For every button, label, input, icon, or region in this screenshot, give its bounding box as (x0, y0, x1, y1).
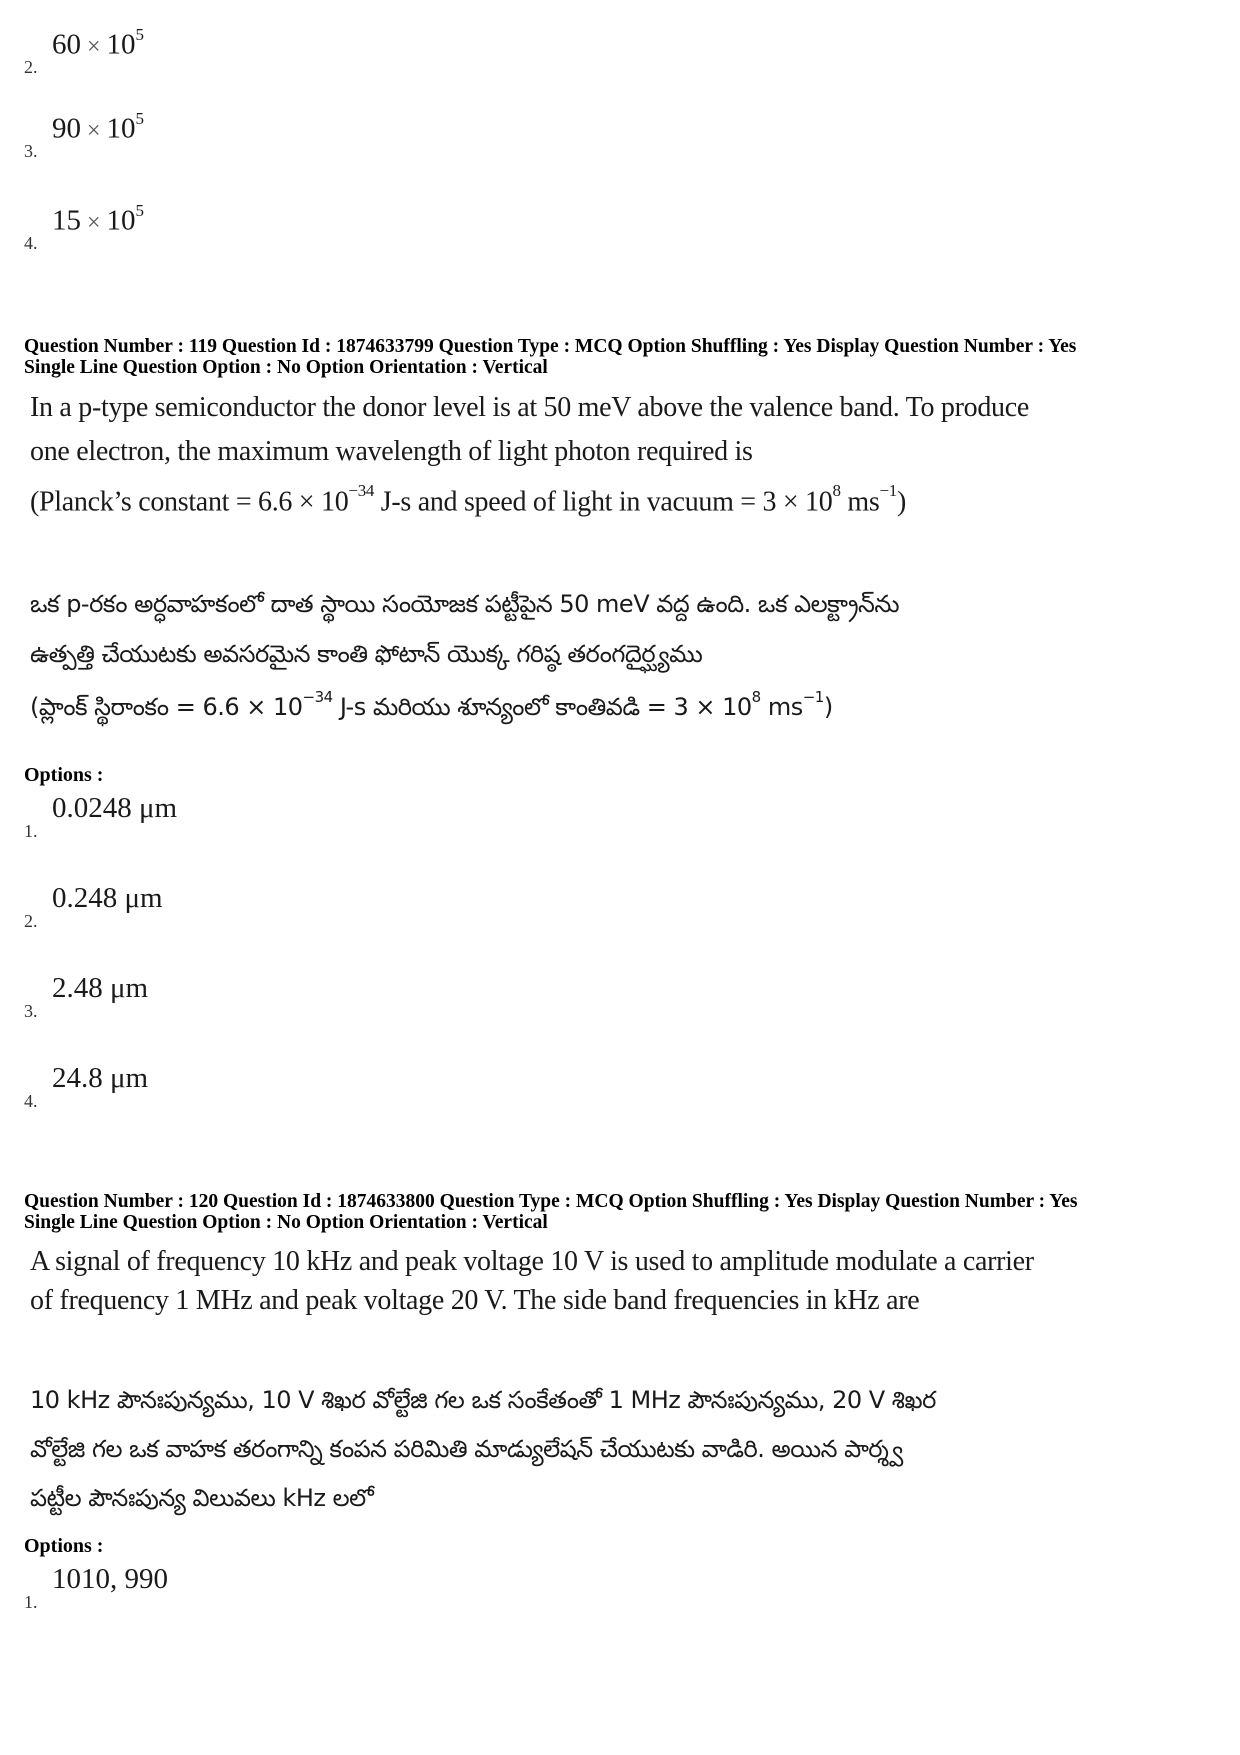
q120-telugu-line-1: 10 kHz పౌనఃపున్యము, 10 V శిఖర వోల్టేజి గల ఒక సంకేతంతో 1 MHz పౌనఃపున్యము, 20 V శిఖర (30, 1386, 936, 1414)
q119-english-line-2: one electron, the maximum wavelength of light photon required is (30, 436, 753, 467)
option-number: 2. (24, 911, 38, 931)
q119-meta-line-1: Question Number : 119 Question Id : 1874633799 Question Type : MCQ Option Shuffling : Yes Display Question Number : Yes (24, 336, 1077, 357)
q120-telugu-line-3: పట్టీల పౌనఃపున్య విలువలు kHz లలో (30, 1484, 374, 1512)
q120-english-line-2: of frequency 1 MHz and peak voltage 20 V. The side band frequencies in kHz are (30, 1285, 920, 1316)
q119-telugu-line-2: ఉత్పత్తి చేయుటకు అవసరమైన కాంతి ఫోటాన్ యొక్క గరిష్ఠ తరంగదైర్ఘ్యము (30, 640, 703, 668)
option-number: 4. (24, 233, 38, 253)
q120-meta-line-2: Single Line Question Option : No Option Orientation : Vertical (24, 1212, 548, 1233)
q119-options-label: Options : (24, 764, 104, 786)
q119-english-line-1: In a p-type semiconductor the donor level is at 50 meV above the valence band. To produce (30, 392, 1029, 423)
q119-english-line-3: (Planck’s constant = $6.6 \times 10^{-34}$ J-s and speed of light in vacuum = $3 \times 10^8$ $ms^{-1}$) (30, 481, 906, 518)
option-value: 0.0248 μm (52, 792, 178, 824)
option-value: $60 \times 10^5$ (52, 25, 145, 61)
q119-telugu-line-3: (ప్లాంక్ స్థిరాంకం = $6.6 \times 10^{-34}$ J-s మరియు శూన్యంలో కాంతివడి = $3 \times 10^8$ $ms^{-1}$) (30, 688, 833, 721)
option-number: 3. (24, 1001, 38, 1021)
option-value: 1010, 990 (52, 1563, 168, 1595)
q120-telugu-line-2: వోల్టేజి గల ఒక వాహక తరంగాన్ని కంపన పరిమితి మాడ్యులేషన్ చేయుటకు వాడిరి. అయిన పార్శ్వ (30, 1435, 903, 1463)
q120-english-line-1: A signal of frequency 10 kHz and peak voltage 10 V is used to amplitude modulate a carrier (30, 1246, 1034, 1277)
option-value: $15 \times 10^5$ (52, 201, 145, 237)
option-value: 0.248 μm (52, 882, 163, 914)
option-number: 1. (24, 821, 38, 841)
option-number: 4. (24, 1091, 38, 1111)
option-value: 2.48 μm (52, 972, 149, 1004)
q120-options-label: Options : (24, 1535, 104, 1557)
q119-telugu-line-1: ఒక p-రకం అర్ధవాహకంలో దాత స్థాయి సంయోజక పట్టీపైన 50 meV వద్ద ఉంది. ఒక ఎలక్ట్రాన్‌ను (30, 590, 900, 618)
option-number: 2. (24, 57, 38, 77)
option-number: 1. (24, 1592, 38, 1612)
option-value: $90 \times 10^5$ (52, 109, 145, 145)
q120-meta-line-1: Question Number : 120 Question Id : 1874633800 Question Type : MCQ Option Shuffling : Yes Display Question Number : Yes (24, 1191, 1078, 1212)
option-value: 24.8 μm (52, 1062, 149, 1094)
q119-meta-line-2: Single Line Question Option : No Option Orientation : Vertical (24, 357, 548, 378)
option-number: 3. (24, 141, 38, 161)
